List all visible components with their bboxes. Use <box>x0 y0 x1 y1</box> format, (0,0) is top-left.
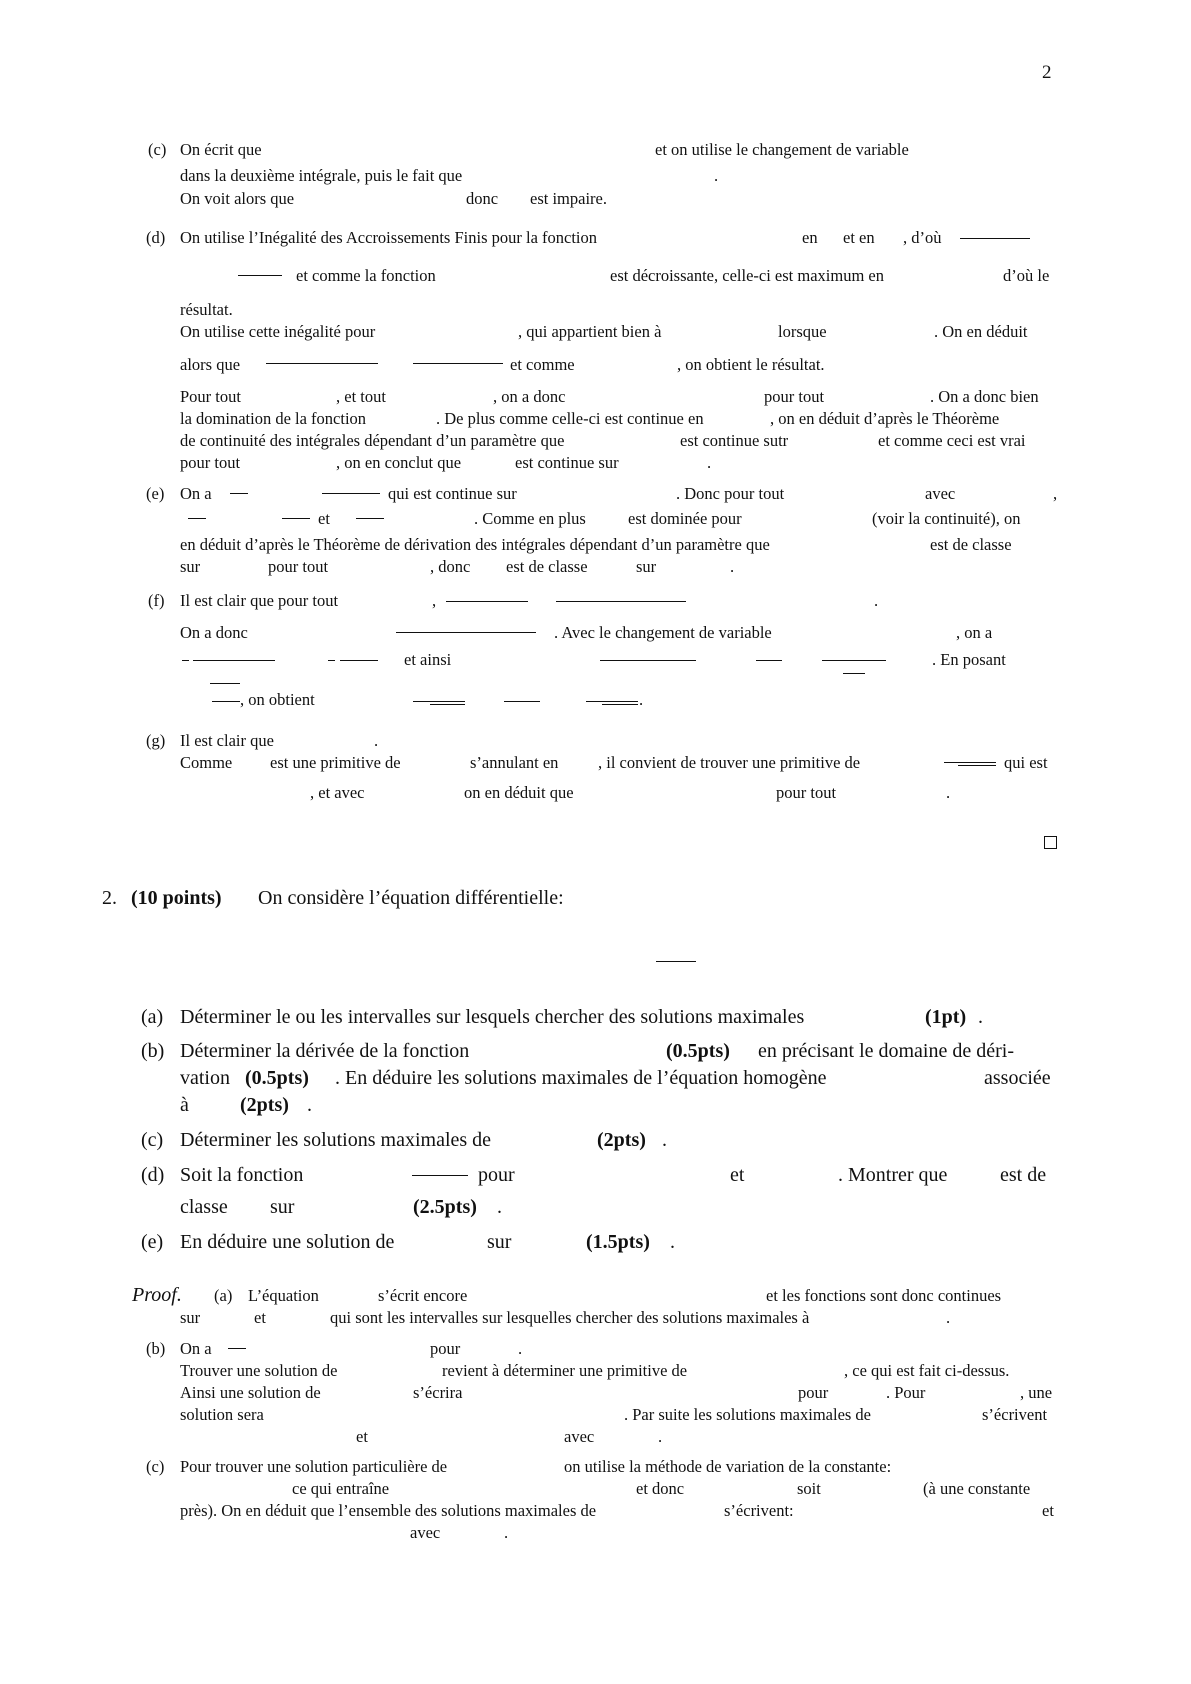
text-segment: . Par suite les solutions maximales de <box>624 1405 872 1424</box>
text-segment: et <box>254 1308 266 1327</box>
question-points: (0.5pts) <box>666 1040 730 1062</box>
fraction-bar <box>412 1175 468 1176</box>
fraction-bar <box>230 493 248 494</box>
text-segment: est de classe <box>506 557 588 576</box>
text-segment: On écrit que <box>180 140 262 159</box>
question-text: En déduire une solution de <box>180 1231 395 1253</box>
question-text: à <box>180 1094 189 1116</box>
text-segment: On a <box>180 484 212 503</box>
text-segment: , on a <box>956 623 993 642</box>
text-segment: . <box>730 557 735 576</box>
text-segment: . <box>497 1196 502 1218</box>
question-text: . En déduire les solutions maximales de l’équation homogène <box>335 1067 827 1089</box>
fraction-bar <box>602 704 638 705</box>
text-segment: près). On en déduit que l’ensemble des solutions maximales de <box>180 1501 597 1520</box>
text-segment: On utilise cette inégalité pour <box>180 322 376 341</box>
fraction-bar <box>756 660 782 661</box>
text-segment: la domination de la fonction <box>180 409 367 428</box>
question-label: (d) <box>141 1164 165 1186</box>
text-segment: sur <box>180 557 201 576</box>
text-segment: , <box>432 591 437 610</box>
text-segment: , il convient de trouver une primitive de <box>598 753 861 772</box>
text-segment: pour tout <box>764 387 825 406</box>
text-segment: On utilise l’Inégalité des Accroissements Finis pour la fonction <box>180 228 598 247</box>
fraction-bar <box>822 660 886 661</box>
text-segment: qui sont les intervalles sur lesquelles chercher des solutions maximales à <box>330 1308 810 1327</box>
question-points: (2pts) <box>240 1094 289 1116</box>
text-segment: , <box>1053 484 1058 503</box>
fraction-bar <box>413 363 503 364</box>
text-segment: dans la deuxième intégrale, puis le fait que <box>180 166 463 185</box>
text-segment: . De plus comme celle-ci est continue en <box>436 409 704 428</box>
text-segment: pour tout <box>268 557 329 576</box>
text-segment: . <box>714 166 719 185</box>
fraction-bar <box>960 238 1030 239</box>
text-segment: (voir la continuité), on <box>872 509 1021 528</box>
text-segment: . <box>504 1523 509 1542</box>
question-text: Soit la fonction <box>180 1164 304 1186</box>
text-segment: d’où le <box>1003 266 1050 285</box>
question-text: associée <box>984 1067 1051 1089</box>
question-text: en précisant le domaine de déri- <box>758 1040 1014 1062</box>
text-segment: . <box>946 783 951 802</box>
text-segment: Pour trouver une solution particulière de <box>180 1457 448 1476</box>
text-segment: , on en déduit d’après le Théorème <box>770 409 1000 428</box>
question-text: sur <box>270 1196 295 1218</box>
fraction-bar <box>340 660 378 661</box>
question-label: (a) <box>141 1006 164 1028</box>
text-segment: . Comme en plus <box>474 509 586 528</box>
exercise-number: 2. <box>102 887 117 909</box>
text-segment: . <box>374 731 379 750</box>
text-segment: , on obtient le résultat. <box>677 355 825 374</box>
question-points: (2.5pts) <box>413 1196 477 1218</box>
text-segment: lorsque <box>778 322 827 341</box>
question-points: (1pt) <box>925 1006 967 1028</box>
exercise-intro: On considère l’équation différentielle: <box>258 887 564 909</box>
text-segment: et <box>1042 1501 1054 1520</box>
fraction-bar <box>958 765 996 766</box>
text-segment: on en déduit que <box>464 783 574 802</box>
text-segment: . Avec le changement de variable <box>554 623 772 642</box>
text-segment: avec <box>564 1427 595 1446</box>
text-segment: . Pour <box>886 1383 926 1402</box>
text-segment: est continue sur <box>515 453 619 472</box>
question-text: vation <box>180 1067 230 1089</box>
item-label: (e) <box>146 484 165 503</box>
text-segment: On a <box>180 1339 212 1358</box>
item-label: (d) <box>146 228 166 247</box>
fraction-bar <box>228 1348 246 1349</box>
text-segment: , d’où <box>903 228 942 247</box>
text-segment: pour tout <box>180 453 241 472</box>
text-segment: . <box>670 1231 675 1253</box>
fraction-bar <box>282 518 310 519</box>
minus-sign <box>182 660 189 661</box>
text-segment: qui est continue sur <box>388 484 517 503</box>
text-segment: . <box>874 591 879 610</box>
question-text: classe <box>180 1196 228 1218</box>
exercise-points: (10 points) <box>131 887 222 909</box>
fraction-bar <box>266 363 378 364</box>
item-label: (g) <box>146 731 166 750</box>
text-segment: et en <box>843 228 875 247</box>
text-segment: s’écrit encore <box>378 1286 468 1305</box>
page-number: 2 <box>1042 62 1052 83</box>
text-segment: . On en déduit <box>934 322 1028 341</box>
question-text: Déterminer la dérivée de la fonction <box>180 1040 470 1062</box>
fraction-bar <box>188 518 206 519</box>
fraction-bar <box>356 518 384 519</box>
item-label: (f) <box>148 591 165 610</box>
text-segment: sur <box>180 1308 201 1327</box>
text-segment: pour <box>798 1383 829 1402</box>
text-segment: et on utilise le changement de variable <box>655 140 909 159</box>
question-text: pour <box>478 1164 515 1186</box>
text-segment: est de classe <box>930 535 1012 554</box>
text-segment: Ainsi une solution de <box>180 1383 321 1402</box>
fraction-bar <box>446 601 528 602</box>
question-text: est de <box>1000 1164 1047 1186</box>
text-segment: et comme <box>510 355 575 374</box>
text-segment: . En posant <box>932 650 1006 669</box>
text-segment: , qui appartient bien à <box>518 322 662 341</box>
fraction-bar <box>210 683 240 684</box>
text-segment: Comme <box>180 753 233 772</box>
text-segment: . Donc pour tout <box>676 484 785 503</box>
text-segment: et comme ceci est vrai <box>878 431 1026 450</box>
text-segment: en déduit d’après le Théorème de dérivation des intégrales dépendant d’un paramètre que <box>180 535 770 554</box>
text-segment: est une primitive de <box>270 753 401 772</box>
text-segment: résultat. <box>180 300 233 319</box>
fraction-bar <box>238 275 282 276</box>
item-label: (b) <box>146 1339 166 1358</box>
text-segment: . <box>707 453 712 472</box>
text-segment: soit <box>797 1479 821 1498</box>
fraction-bar <box>600 660 696 661</box>
fraction-bar <box>430 704 465 705</box>
text-segment: est décroissante, celle-ci est maximum en <box>610 266 884 285</box>
text-segment: , on obtient <box>240 690 315 709</box>
text-segment: L’équation <box>248 1286 319 1305</box>
fraction-bar <box>212 701 240 702</box>
text-segment: et <box>318 509 330 528</box>
text-segment: s’écrivent <box>982 1405 1048 1424</box>
question-text: et <box>730 1164 745 1186</box>
text-segment: . On a donc bien <box>930 387 1039 406</box>
text-segment: , une <box>1020 1383 1053 1402</box>
text-segment: . <box>978 1006 983 1028</box>
question-points: (0.5pts) <box>245 1067 309 1089</box>
item-label: (c) <box>146 1457 165 1476</box>
text-segment: qui est <box>1004 753 1048 772</box>
question-text: Déterminer les solutions maximales de <box>180 1129 492 1151</box>
text-segment: et comme la fonction <box>296 266 436 285</box>
text-segment: et <box>356 1427 368 1446</box>
text-segment: est impaire. <box>530 189 607 208</box>
text-segment: ce qui entraîne <box>292 1479 390 1498</box>
text-segment: On a donc <box>180 623 248 642</box>
text-segment: . <box>662 1129 667 1151</box>
text-segment: , donc <box>430 557 471 576</box>
item-label: (a) <box>214 1286 233 1305</box>
text-segment: avec <box>410 1523 441 1542</box>
text-segment: en <box>802 228 818 247</box>
text-segment: de continuité des intégrales dépendant d’un paramètre que <box>180 431 565 450</box>
question-points: (1.5pts) <box>586 1231 650 1253</box>
text-segment: . <box>639 690 644 709</box>
text-segment: On voit alors que <box>180 189 295 208</box>
text-segment: Pour tout <box>180 387 241 406</box>
text-segment: , ce qui est fait ci-dessus. <box>844 1361 1010 1380</box>
text-segment: , et tout <box>336 387 386 406</box>
text-segment: , on a donc <box>493 387 566 406</box>
text-segment: s’écrivent: <box>724 1501 794 1520</box>
text-segment: alors que <box>180 355 241 374</box>
text-segment: . <box>518 1339 523 1358</box>
text-segment: . <box>658 1427 663 1446</box>
text-segment: pour tout <box>776 783 837 802</box>
text-segment: est continue sutr <box>680 431 789 450</box>
text-segment: s’écrira <box>413 1383 463 1402</box>
text-segment: pour <box>430 1339 461 1358</box>
text-segment: Il est clair que <box>180 731 274 750</box>
proof-label: Proof. <box>132 1284 182 1306</box>
text-segment: Trouver une solution de <box>180 1361 338 1380</box>
question-points: (2pts) <box>597 1129 646 1151</box>
question-label: (c) <box>141 1129 164 1151</box>
text-segment: solution sera <box>180 1405 264 1424</box>
text-segment: s’annulant en <box>470 753 559 772</box>
fraction-bar <box>322 493 380 494</box>
question-label: (b) <box>141 1040 165 1062</box>
text-segment: revient à déterminer une primitive de <box>442 1361 688 1380</box>
item-label: (c) <box>148 140 167 159</box>
text-segment: donc <box>466 189 499 208</box>
text-segment: . <box>307 1094 312 1116</box>
text-segment: sur <box>636 557 657 576</box>
text-segment: et donc <box>636 1479 685 1498</box>
fraction-bar <box>586 701 638 702</box>
fraction-bar <box>656 961 696 962</box>
fraction-bar <box>556 601 686 602</box>
fraction-bar <box>504 701 540 702</box>
question-text: . Montrer que <box>838 1164 948 1186</box>
fraction-bar <box>843 673 865 674</box>
fraction-bar <box>396 632 536 633</box>
text-segment: et les fonctions sont donc continues <box>766 1286 1002 1305</box>
question-text: sur <box>487 1231 512 1253</box>
text-segment: est dominée pour <box>628 509 742 528</box>
text-segment: on utilise la méthode de variation de la constante: <box>564 1457 892 1476</box>
text-segment: . <box>946 1308 951 1327</box>
text-segment: Il est clair que pour tout <box>180 591 339 610</box>
text-segment: avec <box>925 484 956 503</box>
text-segment: (à une constante <box>923 1479 1031 1498</box>
text-segment: , on en conclut que <box>336 453 462 472</box>
text-segment: , et avec <box>310 783 365 802</box>
fraction-bar <box>193 660 275 661</box>
fraction-bar <box>413 701 465 702</box>
question-label: (e) <box>141 1231 164 1253</box>
fraction-bar <box>944 762 996 763</box>
text-segment: et ainsi <box>404 650 452 669</box>
qed-square <box>1044 836 1057 849</box>
minus-sign <box>328 660 335 661</box>
question-text: Déterminer le ou les intervalles sur lesquels chercher des solutions maximales <box>180 1006 805 1028</box>
